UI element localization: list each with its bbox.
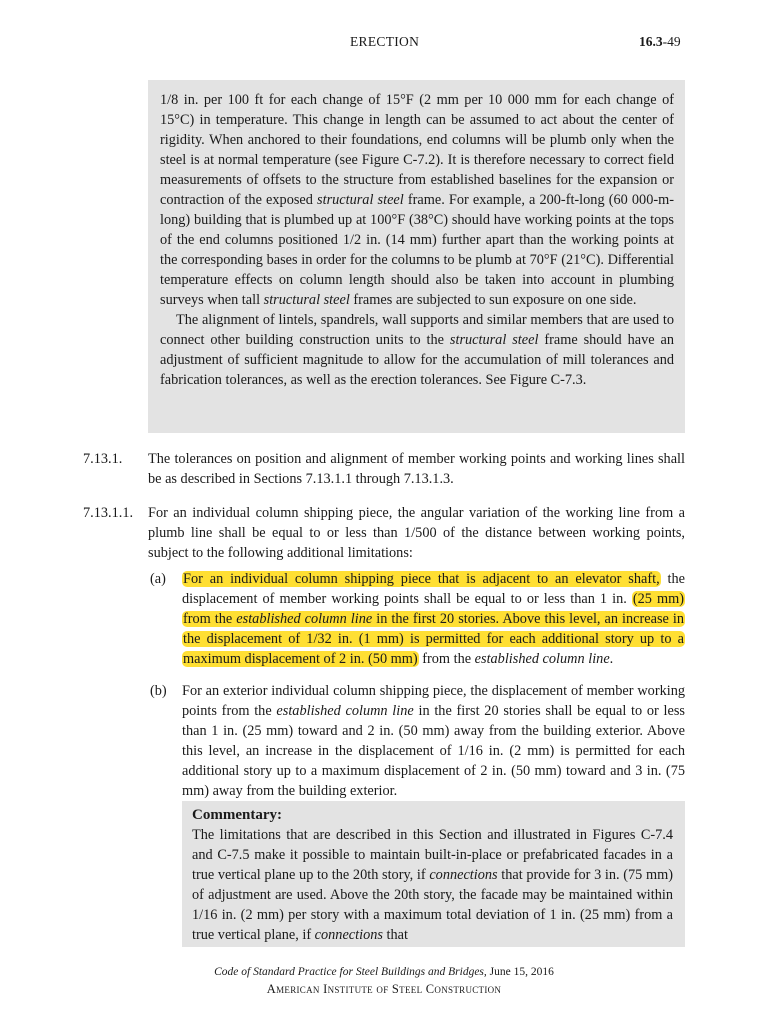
section-number: 7.13.1.1. bbox=[83, 505, 134, 521]
running-head: ERECTION bbox=[350, 34, 420, 49]
fraction: 1/16 bbox=[457, 743, 483, 759]
page-number: 16.3-49 bbox=[639, 34, 681, 49]
list-item-text: For an exterior individual column shipping piece, the displacement of member working points from the established column line in the first 20 stories shall be equal to or less than 1 in. (25 mm) toward and 2 in. (50 mm) away from the building exterior. Above this level, an increase in the displacement of 1/16 in. (2 mm) is permitted for each additional story up to a maximum displacement of 2 in. (50 mm) toward and 3 in. (75 mm) away from the building exterior. bbox=[182, 683, 685, 799]
commentary-continued-text bbox=[160, 90, 674, 390]
footer-publisher: American Institute of Steel Construction bbox=[266, 982, 502, 996]
highlight: For an individual column shipping piece that is adjacent to an elevator shaft, bbox=[183, 571, 660, 587]
section-number: 7.13.1. bbox=[83, 451, 123, 467]
section-text: The tolerances on position and alignment of member working points and working lines shall be as described in Sections 7.13.1.1 through 7.13.1.3. bbox=[148, 451, 685, 487]
list-item-text: For an individual column shipping piece that is adjacent to an elevator shaft, the displacement of member working points shall be equal to or less than 1 in. (25 mm) from the established column line in the first 20 stories. Above this level, an increase in the displacement of 1/32 in. (1 mm) is permitted for each additional story up to a maximum displacement of 2 in. (50 mm) from the established column line. bbox=[182, 571, 685, 667]
list-item-label: (a) bbox=[150, 571, 166, 587]
fraction: 1/500 bbox=[404, 525, 437, 541]
fraction: 1/8 bbox=[160, 92, 179, 108]
footer-citation: Code of Standard Practice for Steel Buildings and Bridges, June 15, 2016 bbox=[214, 966, 554, 978]
commentary-paragraph: 1/8 in. per 100 ft for each change of 15°F (2 mm per 10 000 mm for each change of 15°C) in temperature. This change in length can be assumed to act about the center of rigidity. When anchored to their foundations, end columns will be plumb only when the steel is at normal temperature (see Figure C-7.2). It is therefore necessary to correct field measurements of offsets to the structure from established baselines for the expansion or contraction of the exposed structural steel frame. For example, a 200-ft-long (60 000-m-long) building that is plumbed up at 100°F (38°C) should have working points at the tops of the end columns positioned 1/2 in. (14 mm) further apart than the working points at the corresponding bases in order for the columns to be plumb at 70°F (21°C). Differential temperature effects on column length should also be taken into account in plumbing surveys when tall structural steel frames are subjected to sun exposure on one side. bbox=[160, 92, 674, 308]
commentary-paragraph: The alignment of lintels, spandrels, wall supports and similar members that are used to connect other building construction units to the structural steel frame should have an adjustment of sufficient magnitude to allow for the accumulation of mill tolerances and fabrication tolerances, as well as the erection tolerances. See Figure C-7.3. bbox=[160, 312, 674, 388]
commentary-text: The limitations that are described in this Section and illustrated in Figures C-7.4 and C-7.5 make it possible to maintain built-in-place or prefabricated facades in a true vertical plane up to the 20th story, if connections that provide for 3 in. (75 mm) of adjustment are used. Above the 20th story, the facade may be maintained within 1/16 in. (2 mm) per story with a maximum total deviation of 1 in. (25 mm) from a true vertical plane, if connections that bbox=[192, 827, 673, 943]
fraction: 1/2 bbox=[342, 232, 362, 248]
fraction: 1/32 bbox=[306, 631, 332, 647]
highlight: (25 mm) from the established column line in the first 20 stories. Above this level, an increase in the displacement of 1/32 in. (1 mm) is permitted for each additional story up to a maximum displacement of 2 in. (50 mm) bbox=[183, 591, 685, 667]
fraction: 1/16 bbox=[192, 907, 218, 923]
section-text: For an individual column shipping piece, the angular variation of the working line from a plumb line shall be equal to or less than 1/500 of the distance between working points, subject to the following additional limitations: bbox=[148, 505, 685, 561]
commentary-title: Commentary: bbox=[192, 807, 282, 823]
page-header bbox=[0, 34, 768, 54]
list-item-label: (b) bbox=[150, 683, 167, 699]
